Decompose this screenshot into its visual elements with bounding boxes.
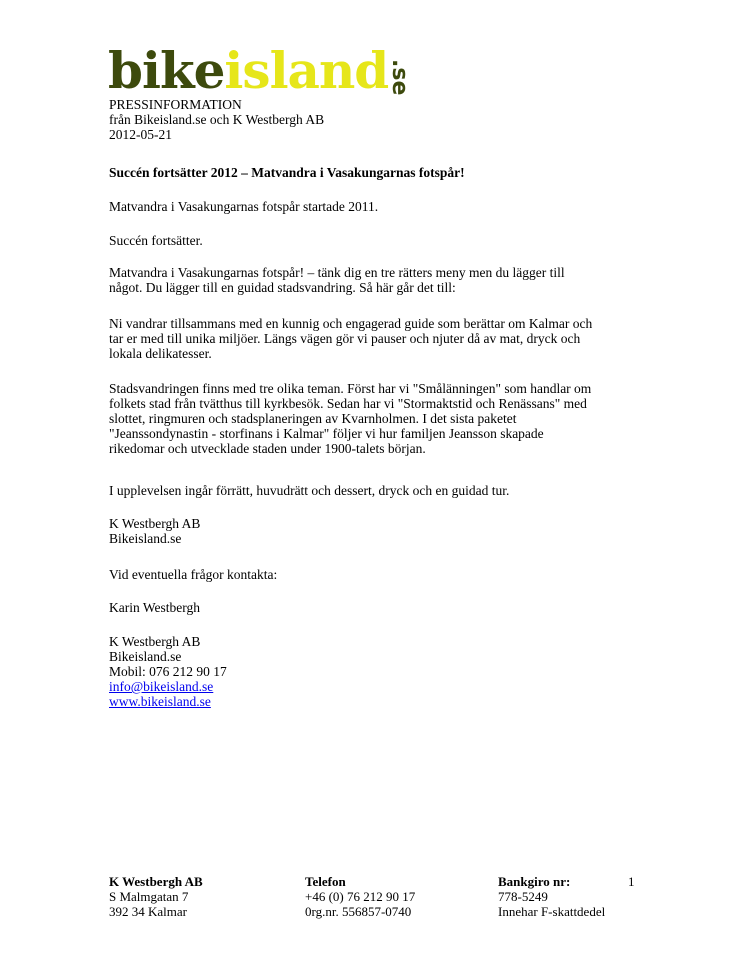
press-from: från Bikeisland.se och K Westbergh AB xyxy=(109,112,325,127)
contact-intro: Vid eventuella frågor kontakta: xyxy=(109,567,278,582)
text-line: lokala delikatesser. xyxy=(109,346,212,361)
bikeisland-logo xyxy=(108,41,413,100)
logo-tld: .se xyxy=(387,59,413,96)
contact-company: K Westbergh AB xyxy=(109,634,201,649)
press-label: PRESSINFORMATION xyxy=(109,97,242,112)
footer-bank-title: Bankgiro nr: xyxy=(498,874,571,889)
text-line: något. Du lägger till en guidad stadsvandring. Så här går det till: xyxy=(109,280,456,295)
paragraph-3 xyxy=(109,265,649,295)
footer-phone-number: +46 (0) 76 212 90 17 xyxy=(305,889,416,904)
contact-mobile: Mobil: 076 212 90 17 xyxy=(109,664,227,679)
logo-word-bike: bike xyxy=(108,41,225,100)
footer-tax-note: Innehar F-skattdedel xyxy=(498,904,606,919)
paragraph-2: Succén fortsätter. xyxy=(109,233,203,248)
headline: Succén fortsätter 2012 – Matvandra i Vasakungarnas fotspår! xyxy=(109,165,465,180)
footer-bankgiro: 778-5249 xyxy=(498,889,548,904)
footer-phone-title: Telefon xyxy=(305,874,346,889)
contact-name: Karin Westbergh xyxy=(109,600,201,615)
press-header xyxy=(109,97,649,142)
text-line: Stadsvandringen finns med tre olika teman. Först har vi "Smålänningen" som handlar om xyxy=(109,381,592,396)
paragraph-4 xyxy=(109,316,649,361)
paragraph-6: I upplevelsen ingår förrätt, huvudrätt och dessert, dryck och en guidad tur. xyxy=(109,483,510,498)
press-date: 2012-05-21 xyxy=(109,127,172,142)
paragraph-5 xyxy=(109,381,649,456)
text-line: Ni vandrar tillsammans med en kunnig och engagerad guide som berättar om Kalmar och xyxy=(109,316,593,331)
footer-city: 392 34 Kalmar xyxy=(109,904,187,919)
text-line: "Jeanssondynastin - storfinans i Kalmar" följer vi hur familjen Jeansson skapade xyxy=(109,426,544,441)
signature-company: K Westbergh AB xyxy=(109,516,201,531)
contact-site: Bikeisland.se xyxy=(109,649,182,664)
footer-org-number: 0rg.nr. 556857-0740 xyxy=(305,904,412,919)
signature-site: Bikeisland.se xyxy=(109,531,182,546)
text-line: rikedomar och utvecklade staden under 1900-talets början. xyxy=(109,441,426,456)
signature xyxy=(109,516,649,546)
paragraph-1: Matvandra i Vasakungarnas fotspår startade 2011. xyxy=(109,199,379,214)
website-link[interactable]: www.bikeisland.se xyxy=(109,694,211,709)
logo-word-island: island xyxy=(224,41,389,100)
footer-street: S Malmgatan 7 xyxy=(109,889,189,904)
text-line: tar er med till unika miljöer. Längs vägen gör vi pauser och njuter då av mat, dryck och xyxy=(109,331,581,346)
footer-company-title: K Westbergh AB xyxy=(109,874,203,889)
footer-phone xyxy=(305,874,415,919)
page-number: 1 xyxy=(628,874,635,889)
footer-bank xyxy=(498,874,605,919)
text-line: folkets stad från tvätthus till kyrkbesök. Sedan har vi "Stormaktstid och Renässans" med xyxy=(109,396,587,411)
text-line: slottet, ringmuren och stadsplaneringen av Kvarnholmen. I det sista paketet xyxy=(109,411,517,426)
email-link[interactable]: info@bikeisland.se xyxy=(109,679,214,694)
contact-details xyxy=(109,634,649,709)
footer-company xyxy=(109,874,203,919)
text-line: Matvandra i Vasakungarnas fotspår! – tänk dig en tre rätters meny men du lägger till xyxy=(109,265,565,280)
